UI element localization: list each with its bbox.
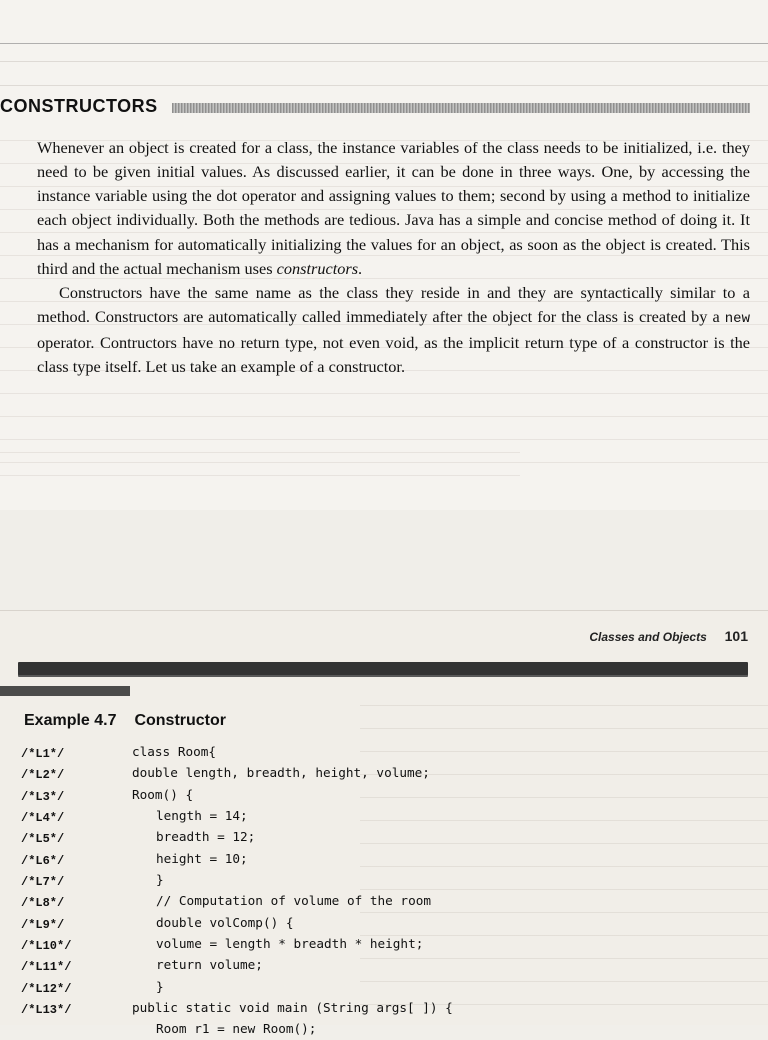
paragraph-initialization [37,136,750,281]
code-line: class Room{ [132,744,217,759]
code-line-label: /*L4*/ [21,811,65,826]
code-line: height = 10; [156,850,248,866]
code-line: length = 14; [156,808,248,824]
code-line: volume = length * breadth * height; [156,936,424,952]
paragraph-initialization-text: Whenever an object is created for a class, the instance variables of the class needs to be initialized, i.e. they need to be given initial values. As discussed earlier, it can be done in three ways. One, by accessing the instance variable using the dot operator and assigning values to them; second by using a method to initialize each object individually. Both the methods are tedious. Java has a simple and concise method of doing it. It has a mechanism for automatically initializing the values for an object, as soon as the object is created. This third and the actual mechanism uses [37,138,750,278]
example-rule [0,686,130,696]
constructor-code-example [132,741,652,1040]
example-title: Constructor [134,712,227,729]
code-line-label: /*L8*/ [21,896,65,911]
page-number: 101 [724,628,748,644]
code-line-label: /*L5*/ [21,832,65,847]
code-line: breadth = 12; [156,829,256,845]
running-head [589,628,748,644]
code-line-label: /*L3*/ [21,789,65,804]
constructors-term: constructors [276,258,359,278]
code-line: // Computation of volume of the room [156,893,431,909]
code-line-label: /*L12*/ [21,981,72,996]
code-line: } [156,872,164,888]
top-page-rule [0,43,768,44]
example-number: Example 4.7 [24,712,117,729]
code-line-label: /*L1*/ [21,747,65,761]
paragraph-constructor-rules-end: operator. Contructors have no return type, not even void, as the implicit return type of a constructor is the class type itself. Let us take an example of a constructor. [37,333,750,377]
paragraph-constructor-rules-start: Constructors have the same name as the class they reside in and they are syntactically similar to a method. Constructors are automatically called immediately after the object for the class is created by a [37,282,750,327]
chapter-rule [18,662,748,675]
paragraph-constructor-rules [37,281,750,380]
code-line-labels [21,744,103,1021]
code-line-label: /*L9*/ [21,917,65,932]
new-operator-code: new [724,311,750,328]
code-line: return volume; [156,957,263,973]
paragraph-initialization-end: . [358,258,363,278]
example-heading [24,712,226,730]
code-line-label: /*L6*/ [21,853,65,868]
code-line-label: /*L2*/ [21,768,65,783]
code-line: double volComp() { [156,914,294,930]
code-line-label: /*L7*/ [21,875,65,890]
code-line: Room() { [132,786,194,802]
code-line-label: /*L10*/ [21,939,72,954]
page-gap [0,510,768,610]
running-head-section: Classes and Objects [589,630,707,644]
section-title: CONSTRUCTORS [0,96,158,116]
code-line: double length, breadth, height, volume; [132,765,430,781]
section-header [0,96,768,120]
section-title-rule [172,103,750,113]
code-line-label: /*L13*/ [21,1003,72,1018]
code-line: } [156,978,164,994]
constructor-explanation [37,136,750,380]
code-line-label: /*L11*/ [21,960,72,975]
code-line: public static void main (String args[ ]) { [132,1000,453,1016]
code-line: Room r1 = new Room(); [156,1021,317,1037]
show-through-text [0,46,768,96]
